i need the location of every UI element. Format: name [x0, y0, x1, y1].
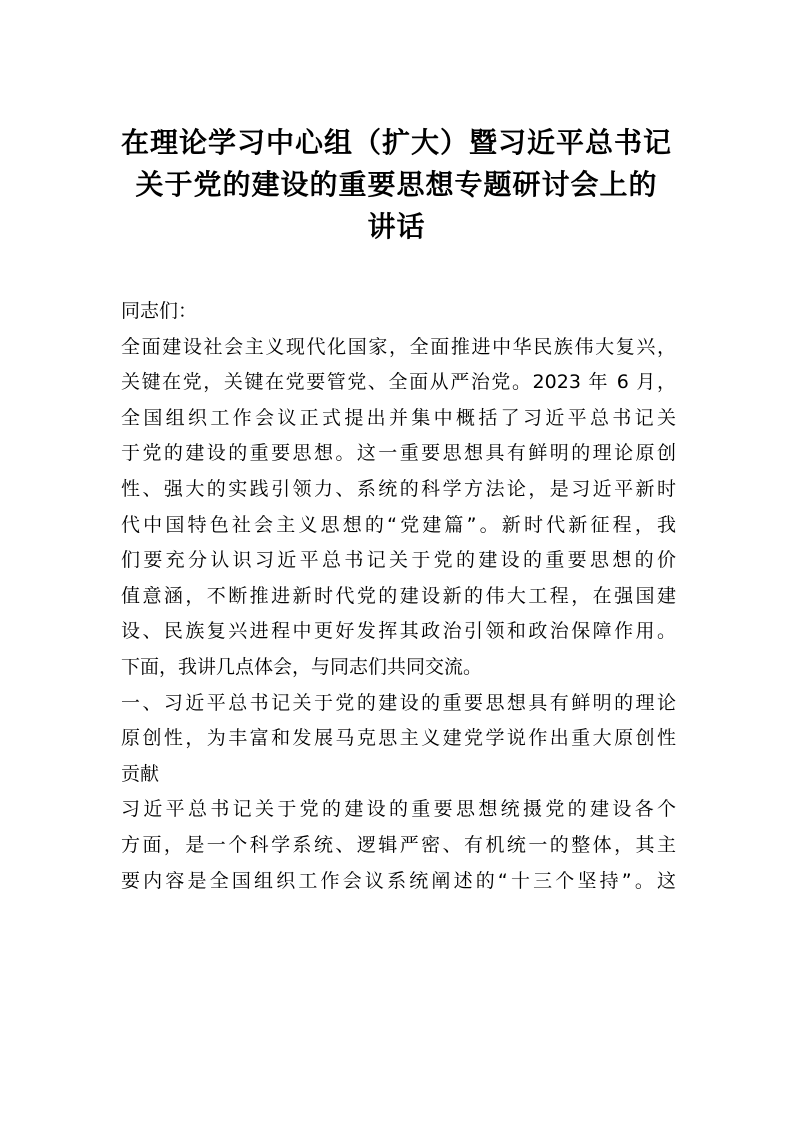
text-line: 全国组织工作会议正式提出并集中概括了习近平总书记关 [121, 406, 676, 429]
document-body [121, 294, 676, 899]
title-line: 在理论学习中心组（扩大）暨习近平总书记 [120, 126, 672, 159]
text-line: 同志们： [121, 300, 198, 322]
text-line: 于党的建设的重要思想。这一重要思想具有鲜明的理论原创 [121, 442, 676, 465]
document-title [100, 122, 693, 248]
text-line: 值意涵，不断推进新时代党的建设新的伟大工程，在强国建 [121, 584, 676, 607]
text-line: 下面，我讲几点体会，与同志们共同交流。 [121, 655, 483, 678]
section-paragraph [121, 792, 676, 899]
text-line: 一、习近平总书记关于党的建设的重要思想具有鲜明的理论 [121, 691, 676, 714]
text-line: 全面建设社会主义现代化国家，全面推进中华民族伟大复兴， [121, 335, 676, 358]
intro-paragraph [121, 330, 676, 686]
text-line: 习近平总书记关于党的建设的重要思想统摄党的建设各个 [121, 798, 676, 821]
title-line: 关于党的建设的重要思想专题研讨会上的 [135, 168, 658, 201]
text-line: 原创性，为丰富和发展马克思主义建党学说作出重大原创性 [121, 727, 676, 750]
title-line: 讲话 [367, 210, 426, 243]
text-line: 方面，是一个科学系统、逻辑严密、有机统一的整体，其主 [121, 833, 676, 856]
text-line: 性、强大的实践引领力、系统的科学方法论，是习近平新时 [121, 477, 676, 500]
section-heading [121, 686, 676, 793]
text-line: 代中国特色社会主义思想的“党建篇”。新时代新征程，我 [121, 513, 676, 536]
text-line: 关键在党，关键在党要管党、全面从严治党。2023 年 6 月， [121, 371, 676, 394]
text-line: 要内容是全国组织工作会议系统阐述的“十三个坚持”。这 [121, 869, 676, 892]
salutation-paragraph [121, 294, 676, 330]
text-line: 设、民族复兴进程中更好发挥其政治引领和政治保障作用。 [121, 620, 676, 643]
text-line: 们要充分认识习近平总书记关于党的建设的重要思想的价 [121, 549, 676, 572]
text-line: 贡献 [121, 762, 160, 785]
